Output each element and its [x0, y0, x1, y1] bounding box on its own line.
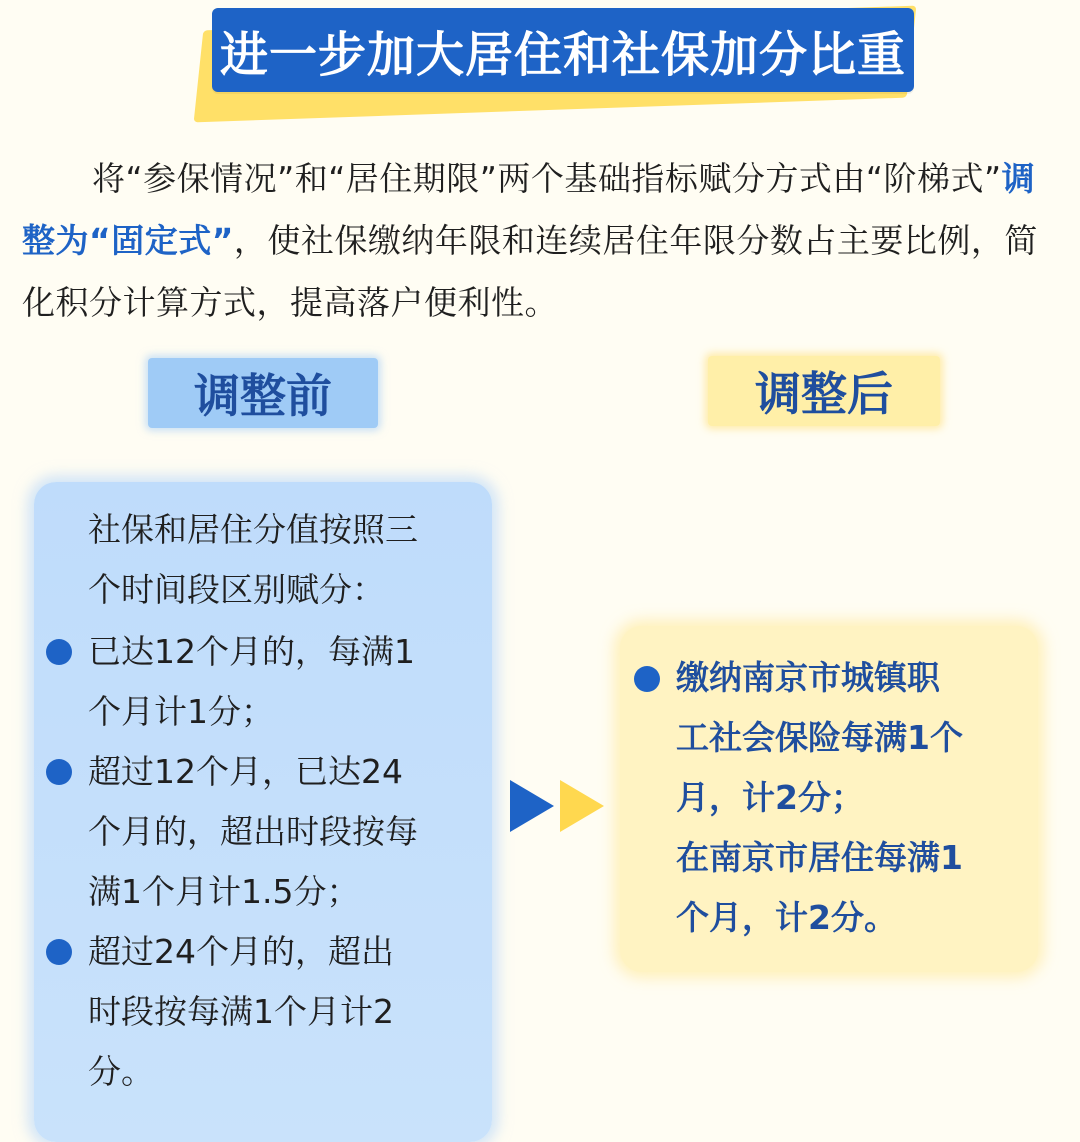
after-line: 缴纳南京市城镇职 [676, 658, 940, 697]
bullet-dot-icon [46, 759, 72, 785]
intro-highlight: 调整为“固定式” [22, 159, 1036, 260]
before-card [34, 482, 492, 1142]
bullet-line: 个月的，超出时段按每 [88, 812, 418, 851]
page-title: 进一步加大居住和社保加分比重 [219, 26, 906, 83]
after-line: 在南京市居住每满1 [676, 838, 963, 877]
arrow-right-icon [560, 780, 604, 832]
before-label: 调整前 [148, 358, 378, 428]
bullet-line: 满1个月计1.5分； [88, 872, 360, 911]
bullet-dot-icon [46, 639, 72, 665]
before-bullet-3 [88, 922, 488, 1102]
title-banner [212, 8, 914, 92]
before-intro-line: 个时间段区别赋分： [88, 570, 385, 609]
bullet-line: 分。 [88, 1052, 154, 1091]
after-bullet [676, 648, 1026, 948]
bullet-dot-icon [46, 939, 72, 965]
bullet-line: 个月计1分； [88, 692, 274, 731]
intro-text-part2: ，使社保缴纳年限和连续居住年限分数占主要比例，简化积分计算方式，提高落户便利性。 [22, 221, 1038, 322]
after-line: 工社会保险每满1个 [676, 718, 963, 757]
bullet-line: 超过24个月的，超出 [88, 932, 394, 971]
before-bullet-2 [88, 742, 488, 922]
before-intro [88, 500, 478, 620]
bullet-dot-icon [634, 666, 660, 692]
before-intro-line: 社保和居住分值按照三 [88, 510, 418, 549]
after-card [620, 626, 1038, 972]
bullet-line: 已达12个月的，每满1 [88, 632, 415, 671]
before-bullet-1 [88, 622, 488, 742]
after-label: 调整后 [708, 356, 940, 426]
bullet-line: 超过12个月，已达24 [88, 752, 403, 791]
intro-paragraph [22, 148, 1058, 334]
intro-text-part1: 将“参保情况”和“居住期限”两个基础指标赋分方式由“阶梯式” [92, 159, 1002, 198]
after-line: 月，计2分； [676, 778, 864, 817]
bullet-line: 时段按每满1个月计2 [88, 992, 394, 1031]
after-line: 个月，计2分。 [676, 898, 897, 937]
arrow-right-icon [510, 780, 554, 832]
